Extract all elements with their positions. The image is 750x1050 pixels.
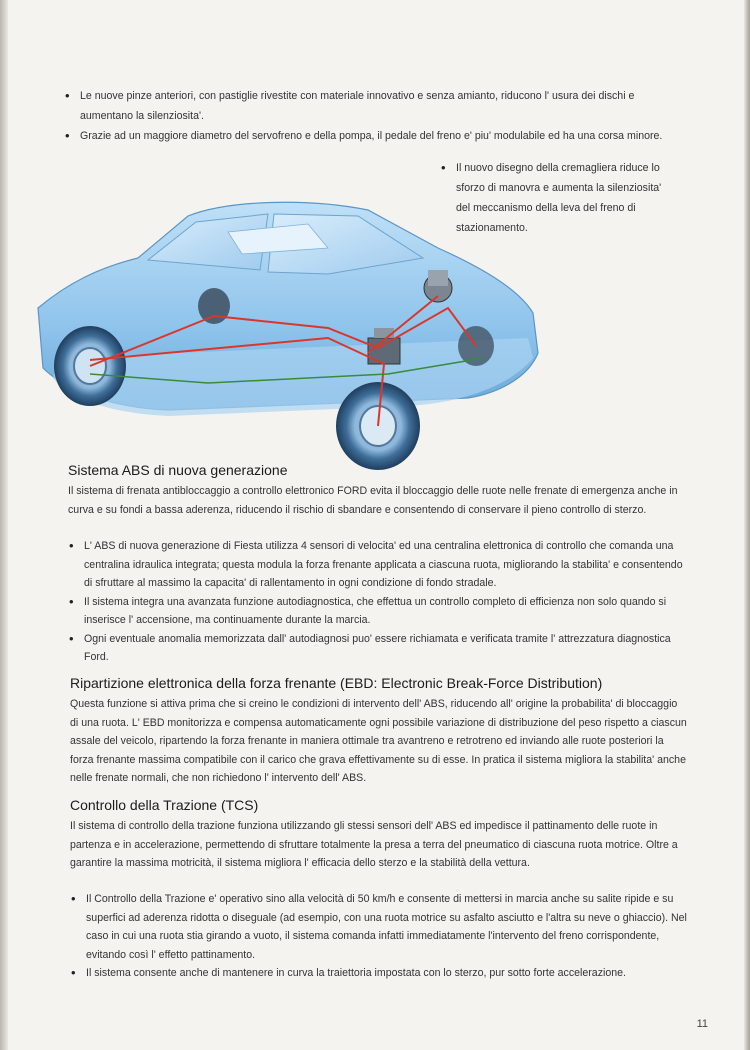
abs-paragraph: Il sistema di frenata antibloccaggio a controllo elettronico FORD evita il bloccaggio delle ruote nelle frenate di emergenza anche in curva e su fondi a bassa aderenza, riducendo il rischio di sbandare e consentendo di conservare il pieno controllo di sterzo. bbox=[68, 485, 678, 516]
page-edge-left bbox=[0, 0, 8, 1050]
side-note: • Il nuovo disegno della cremagliera riduce lo sforzo di manovra e aumenta la silenziosita' del meccanismo della leva del freno di stazionamento. bbox=[440, 158, 676, 238]
intro-bullet-list bbox=[64, 86, 684, 146]
page-number: 11 bbox=[696, 1018, 708, 1030]
abs-bullet-item: • L' ABS di nuova generazione di Fiesta utilizza 4 sensori di velocita' ed una centralina elettronica di controllo che comanda una centralina idraulica integrata; questa modula la forza frenante applicata a ciascuna ruota, migliorando la stabilita' e consentendo di sfruttare al massimo la capacita' di rallentamento in ogni condizione di fondo stradale. bbox=[68, 537, 688, 593]
tcs-bullet-list bbox=[70, 890, 690, 983]
abs-bullet-list bbox=[68, 537, 688, 667]
tcs-paragraph: Il sistema di controllo della trazione funziona utilizzando gli stessi sensori dell' ABS ed impedisce il pattinamento delle ruote in partenza e in accelerazione, permettendo di sfruttare totalmente la presa a terra del pneumatico di ciascuna ruota motrice. Oltre a garantire la massima motricità, il sistema migliora l' efficacia dello sterzo e la stabilità della vettura. bbox=[70, 820, 678, 869]
intro-bullet-item: • Grazie ad un maggiore diametro del servofreno e della pompa, il pedale del freno e' piu' modulabile ed ha una corsa minore. bbox=[64, 126, 684, 146]
abs-bullet-item: • Ogni eventuale anomalia memorizzata dall' autodiagnosi puo' essere richiamata e verificata tramite l' attrezzatura diagnostica Ford. bbox=[68, 630, 688, 667]
abs-bullet-item: • Il sistema integra una avanzata funzione autodiagnostica, che effettua un controllo completo di efficienza non solo quando si inserisce l' accensione, ma continuamente durante la marcia. bbox=[68, 593, 688, 630]
page-edge-right bbox=[744, 0, 750, 1050]
abs-section-title: Sistema ABS di nuova generazione bbox=[68, 462, 288, 478]
car-brake-system-illustration bbox=[28, 188, 558, 478]
tcs-section-title: Controllo della Trazione (TCS) bbox=[70, 797, 259, 813]
ebd-section-title: Ripartizione elettronica della forza frenante (EBD: Electronic Break-Force Distribution) bbox=[70, 675, 603, 691]
tcs-bullet-item: • Il sistema consente anche di mantenere in curva la traiettoria impostata con lo sterzo, pur sotto forte accelerazione. bbox=[70, 964, 690, 983]
ebd-paragraph: Questa funzione si attiva prima che si creino le condizioni di intervento dell' ABS, riducendo all' origine la probabilita' di bloccaggio di una ruota. L' EBD monitorizza e compensa automaticamente ogni possibile variazione di distribuzione del peso rispetto a ciascun assale del veicolo, ripartendo la forza frenante in maniera ottimale tra avantreno e retrotreno ed inviando alle ruote posteriori la forza frenante massima compatibile con il carico che grava effettivamente su di esse. In pratica il sistema migliora la stabilita' anche nelle frenate normali, che non richiedono l' intervento dell' ABS. bbox=[70, 698, 687, 784]
intro-bullet-item: • Le nuove pinze anteriori, con pastiglie rivestite con materiale innovativo e senza amianto, riducono l' usura dei dischi e aumentano la silenziosita'. bbox=[64, 86, 684, 126]
tcs-bullet-item: • Il Controllo della Trazione e' operativo sino alla velocità di 50 km/h e consente di mettersi in marcia anche su salite ripide e su superfici ad aderenza ridotta o diseguale (ad esempio, con una ruota motrice su asfalto asciutto e l'altra su neve o ghiaccio). Nel caso in cui una ruota stia girando a vuoto, il sistema comanda infatti immediatamente l'intervento del freno corrispondente, evitando così l' effetto pattinamento. bbox=[70, 890, 690, 964]
